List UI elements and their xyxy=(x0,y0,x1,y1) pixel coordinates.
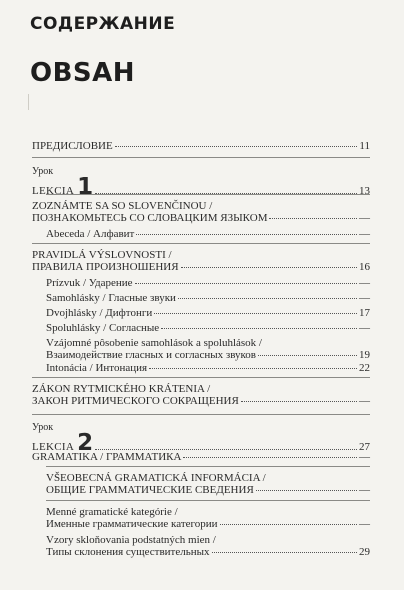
divider xyxy=(32,243,370,244)
page-number: — xyxy=(359,395,370,407)
toc-entry-title-line1: PRAVIDLÁ VÝSLOVNOSTI / xyxy=(32,249,172,261)
toc-entry-title: GRAMATIKA / ГРАММАТИКА xyxy=(32,451,182,463)
toc-entry-title-line2: Взаимодействие гласных и согласных звуков xyxy=(46,349,256,361)
page-number: — xyxy=(359,484,370,496)
toc-entry-abeceda[interactable] xyxy=(46,228,370,240)
toc-entry-title-line1: Vzory skloňovania podstatných mien / xyxy=(46,534,216,546)
toc-entry-title-line1: ZÁKON RYTMICKÉHO KRÁTENIA / xyxy=(32,383,211,395)
page-number: 17 xyxy=(359,307,370,319)
toc-entry-title: Samohlásky / Гласные звуки xyxy=(46,292,176,304)
page-number: — xyxy=(359,212,370,224)
divider xyxy=(32,157,370,158)
divider xyxy=(32,377,370,378)
lesson-label-sk: LEKCIA xyxy=(32,441,75,453)
dot-leader xyxy=(95,449,357,450)
toc-entry-lesson-2[interactable] xyxy=(32,422,370,456)
page-number: — xyxy=(359,451,370,463)
toc-entry-gramatika[interactable] xyxy=(32,451,370,463)
dot-leader xyxy=(183,457,357,458)
lesson-number: 1 xyxy=(77,174,94,200)
toc-entry-spoluhlasky[interactable] xyxy=(46,322,370,334)
dot-leader xyxy=(212,552,357,553)
toc-entry-title: Abeceda / Алфавит xyxy=(46,228,135,240)
divider xyxy=(32,414,370,415)
toc-entry-vzory[interactable] xyxy=(46,534,370,558)
page-number: — xyxy=(359,292,370,304)
dot-leader xyxy=(241,401,357,402)
toc-entry-title-line2: ПОЗНАКОМЬТЕСЬ СО СЛОВАЦКИМ ЯЗЫКОМ xyxy=(32,212,268,224)
page-number: 19 xyxy=(359,349,370,361)
toc-entry-title: Spoluhlásky / Согласные xyxy=(46,322,160,334)
page-number: — xyxy=(359,277,370,289)
lesson-number: 2 xyxy=(77,430,94,456)
toc-entry-title: Prízvuk / Ударение xyxy=(46,277,133,289)
page-number: 22 xyxy=(359,362,370,374)
dot-leader xyxy=(178,298,357,299)
page-number: — xyxy=(359,228,370,240)
dot-leader xyxy=(269,218,357,219)
margin-line xyxy=(28,94,29,110)
toc-entry-samohlasky[interactable] xyxy=(46,292,370,304)
divider xyxy=(46,194,370,195)
dot-leader xyxy=(149,368,357,369)
toc-entry-title-line1: VŠEOBECNÁ GRAMATICKÁ INFORMÁCIA / xyxy=(46,472,266,484)
toc-entry-section-pronunciation[interactable] xyxy=(32,249,370,273)
toc-entry-title-line2: ОБЩИЕ ГРАММАТИЧЕСКИЕ СВЕДЕНИЯ xyxy=(46,484,254,496)
toc-entry-intonacia[interactable] xyxy=(46,362,370,374)
toc-entry-title-line1: Vzájomné pôsobenie samohlások a spoluhlások / xyxy=(46,337,262,349)
toc-entry-vzajomne[interactable] xyxy=(46,337,370,361)
toc-entry-vseobecna[interactable] xyxy=(46,472,370,496)
lesson-label-ru: Урок xyxy=(32,166,54,177)
toc-entry-title: Dvojhlásky / Дифтонги xyxy=(46,307,153,319)
lesson-label-ru: Урок xyxy=(32,422,54,433)
dot-leader xyxy=(258,355,357,356)
dot-leader xyxy=(115,146,358,147)
toc-entry-prizvuk[interactable] xyxy=(46,277,370,289)
toc-entry-section-intro[interactable] xyxy=(32,200,370,224)
dot-leader xyxy=(256,490,357,491)
dot-leader xyxy=(220,524,357,525)
page-number: — xyxy=(359,322,370,334)
dot-leader xyxy=(181,267,357,268)
toc-entry-title-line1: ZOZNÁMTE SA SO SLOVENČINOU / xyxy=(32,200,213,212)
heading-contents-sk: OBSAH xyxy=(30,58,136,88)
divider xyxy=(46,500,370,501)
dot-leader xyxy=(161,328,357,329)
toc-entry-title: Intonácia / Интонация xyxy=(46,362,148,374)
heading-contents-ru: СОДЕРЖАНИЕ xyxy=(30,14,176,34)
dot-leader xyxy=(136,234,357,235)
toc-entry-title-line2: ЗАКОН РИТМИЧЕСКОГО СОКРАЩЕНИЯ xyxy=(32,395,239,407)
page-number: 27 xyxy=(359,441,370,453)
toc-entry-title-line2: Именные грамматические категории xyxy=(46,518,218,530)
toc-entry-title-line1: Menné gramatické kategórie / xyxy=(46,506,178,518)
divider xyxy=(46,466,370,467)
page-number: 11 xyxy=(359,140,370,152)
page-number: 29 xyxy=(359,546,370,558)
page-number: 16 xyxy=(359,261,370,273)
toc-entry-dvojhlasky[interactable] xyxy=(46,307,370,319)
toc-entry-section-rhythmic[interactable] xyxy=(32,383,370,407)
page-number: — xyxy=(359,518,370,530)
toc-entry-menne[interactable] xyxy=(46,506,370,530)
toc-entry-title: ПРЕДИСЛОВИЕ xyxy=(32,140,113,152)
toc-entry-title-line2: Типы склонения существительных xyxy=(46,546,210,558)
page-number: 13 xyxy=(359,185,370,197)
dot-leader xyxy=(135,283,357,284)
toc-entry-title-line2: ПРАВИЛА ПРОИЗНОШЕНИЯ xyxy=(32,261,179,273)
lesson-label-sk: LEKCIA xyxy=(32,185,75,197)
toc-entry-preface[interactable] xyxy=(32,140,370,152)
dot-leader xyxy=(154,313,357,314)
toc-entry-lesson-1[interactable] xyxy=(32,166,370,200)
